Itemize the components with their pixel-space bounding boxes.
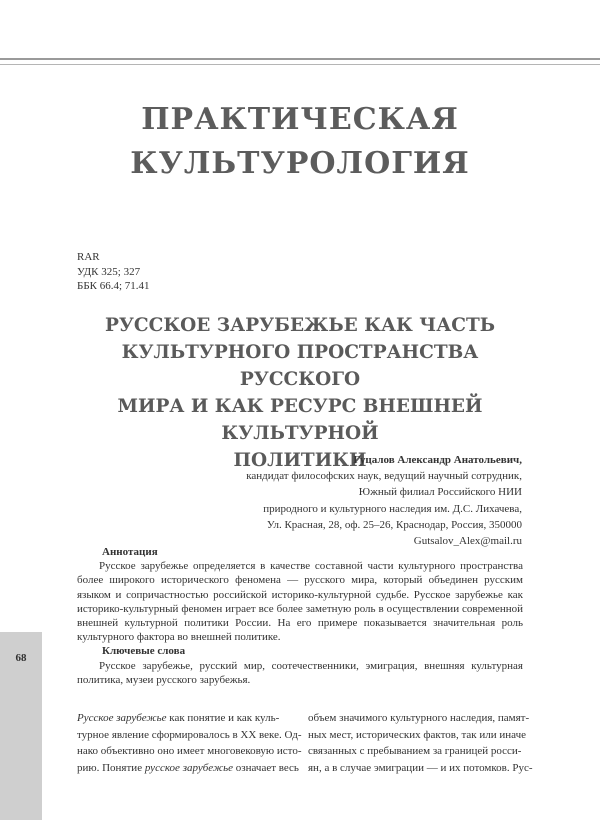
section-title-line: КУЛЬТУРОЛОГИЯ [130, 146, 470, 181]
header-rule-thick [0, 58, 600, 60]
page-number: 68 [15, 652, 27, 664]
author-block [162, 452, 522, 549]
article-title-line: РУССКОЕ ЗАРУБЕЖЬЕ КАК ЧАСТЬ [104, 315, 496, 336]
abstract-heading: Аннотация [102, 546, 158, 558]
rar-code: RAR [77, 251, 100, 263]
author-org: Южный филиал Российского НИИ [358, 486, 522, 499]
body-line: турное явление сформировалось в XX веке. Од- [77, 728, 302, 741]
body-line: связанных с пребыванием за границей росси- [308, 745, 522, 757]
body-line: ных мест, исторических фактов, так или иначе [308, 728, 527, 741]
body-line: нако объективно оно имеет многовековую исто- [77, 745, 302, 757]
author-position: кандидат философских наук, ведущий научный сотрудник, [246, 470, 522, 483]
term-italic: русское зарубежье [144, 761, 233, 774]
udk-code: УДК 325; 327 [77, 265, 141, 278]
body-line: рию. Понятие русское зарубежье означает весь [77, 761, 299, 774]
article-title-line: КУЛЬТУРНОГО ПРОСТРАНСТВА РУССКОГО [121, 342, 479, 390]
author-address: Ул. Красная, 28, оф. 25–26, Краснодар, Россия, 350000 [266, 518, 522, 531]
keywords-heading: Ключевые слова [102, 645, 186, 658]
section-title-line: ПРАКТИЧЕСКАЯ [141, 102, 459, 137]
body-column-left [77, 710, 305, 776]
article-title-line: ПОЛИТИКИ [233, 450, 367, 471]
term-italic: Русское зарубежье [77, 712, 167, 724]
bbk-code: ББК 66.4; 71.41 [77, 280, 150, 292]
body-line: ян, а в случае эмиграции — и их потомков. Рус- [308, 761, 533, 774]
author-name: Гуцалов Александр Анатольевич, [353, 454, 522, 466]
article-title [70, 312, 530, 474]
abstract-block [77, 545, 523, 687]
article-title-line: МИРА И КАК РЕСУРС ВНЕШНЕЙ КУЛЬТУРНОЙ [117, 396, 483, 444]
body-line: Русское зарубежье как понятие и как куль- [77, 712, 280, 724]
author-email[interactable]: Gutsalov_Alex@mail.ru [413, 535, 522, 548]
author-org-cont: природного и культурного наследия им. Д.С. Лихачева, [263, 502, 522, 515]
body-line: объем значимого культурного наследия, памят- [308, 712, 530, 724]
section-title [0, 98, 600, 186]
abstract-text: Русское зарубежье определяется в качестве составной части культурного пространства более широкого исторического феномена — русского мира, который объединен русским языком и сопричастностью российской историко-культурной судьбе. Русское зарубежье как историко-культурный феномен играет все более заметную роль в осуществлении современной внешней культурной политики России. На его примере показывается значительная роль культурного фактора во внешней политике. [77, 560, 523, 644]
classification-codes [77, 250, 150, 294]
keywords-text: Русское зарубежье, русский мир, соотечественники, эмиграция, внешняя культурная политика, музеи русского зарубежья. [77, 659, 523, 686]
body-column-right [308, 710, 536, 776]
header-rule-thin [0, 64, 600, 65]
